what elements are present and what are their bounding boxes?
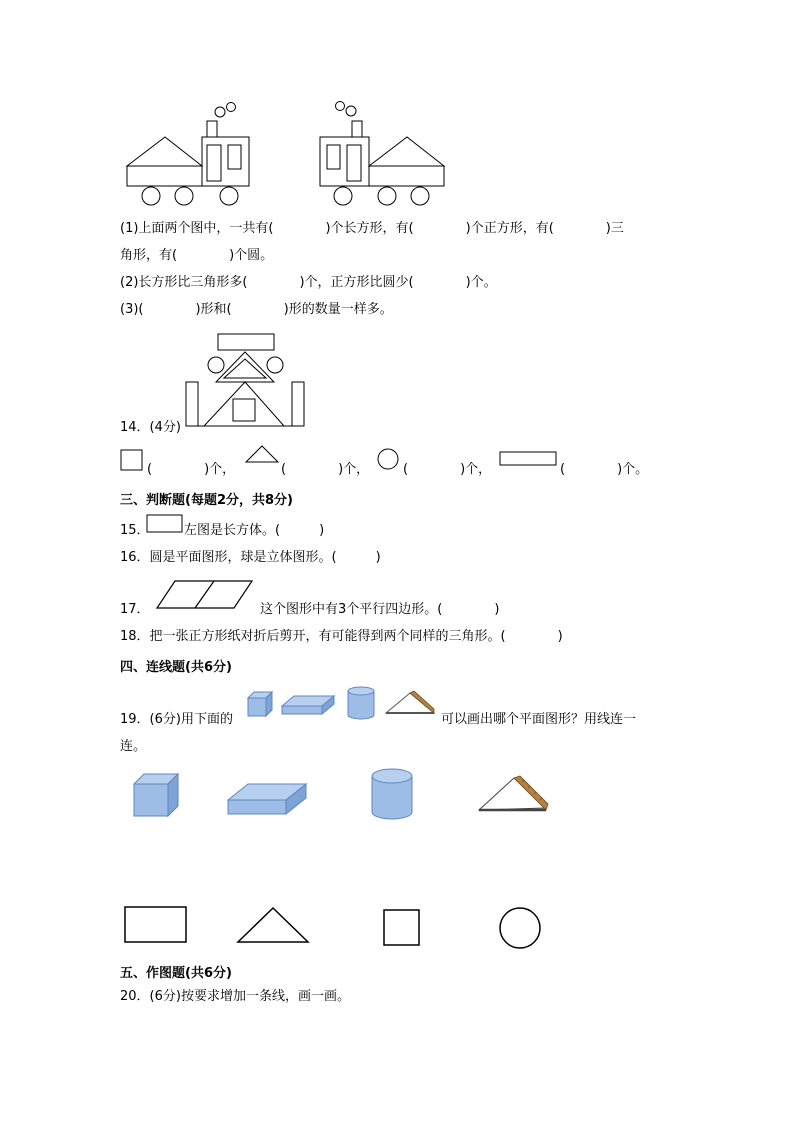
rectangle-shape [123, 905, 189, 945]
q13-line4: (3)( )形和( )形的数量一样多。 [120, 302, 393, 317]
small-cuboid-icon [280, 692, 336, 718]
q17-number: 17． [120, 602, 150, 617]
cylinder-solid [369, 766, 415, 822]
q19-text-c: 连。 [120, 739, 147, 754]
q14-count-triangle: ( )个， [281, 462, 370, 477]
q13-line1: (1)上面两个图中，一共有( )个长方形，有( )个正方形，有( )三 [120, 221, 624, 236]
q16-text: 16．圆是平面图形，球是立体图形。( ) [120, 550, 381, 565]
parallelogram-figure [155, 580, 255, 610]
train-figure-left [125, 100, 255, 210]
q14-count-square: ( )个， [147, 462, 236, 477]
cuboid-solid [226, 782, 308, 818]
q19-text-a: 19．(6分)用下面的 [120, 712, 233, 727]
q13-line3: (2)长方形比三角形多( )个，正方形比圆少( )个。 [120, 275, 497, 290]
q20-text: 20．(6分)按要求增加一条线，画一画。 [120, 989, 350, 1004]
triangle-ruler-solid [476, 774, 550, 814]
section3-heading: 三、判断题(每题2分，共8分) [120, 493, 293, 508]
q15-rectangle-figure [146, 514, 184, 534]
cube-solid [132, 772, 182, 818]
q15-number: 15． [120, 523, 150, 538]
q15-text: 左图是长方体。( ) [184, 523, 325, 538]
train-figure-right [318, 100, 448, 210]
small-cylinder-icon [346, 685, 376, 721]
house-figure [184, 332, 306, 430]
square-shape [382, 908, 422, 948]
q13-line2: 角形，有( )个圆。 [120, 248, 274, 263]
rectangle-icon [499, 450, 559, 468]
triangle-icon [244, 444, 280, 466]
section5-heading: 五、作图题(共6分) [120, 966, 232, 981]
q18-text: 18．把一张正方形纸对折后剪开，有可能得到两个同样的三角形。( ) [120, 629, 563, 644]
small-cube-icon [246, 690, 274, 718]
small-triangle-ruler-icon [384, 689, 436, 717]
square-icon [120, 449, 144, 471]
q14-count-rectangle: ( )个。 [560, 462, 649, 477]
circle-icon [376, 447, 400, 471]
q17-text: 这个图形中有3个平行四边形。( ) [260, 602, 500, 617]
section4-heading: 四、连线题(共6分) [120, 660, 232, 675]
q14-label: 14．(4分) [120, 420, 181, 435]
q19-text-b: 可以画出哪个平面图形？用线连一 [441, 712, 637, 727]
triangle-shape [235, 905, 311, 945]
circle-shape [497, 905, 543, 951]
q14-count-circle: ( )个， [403, 462, 492, 477]
